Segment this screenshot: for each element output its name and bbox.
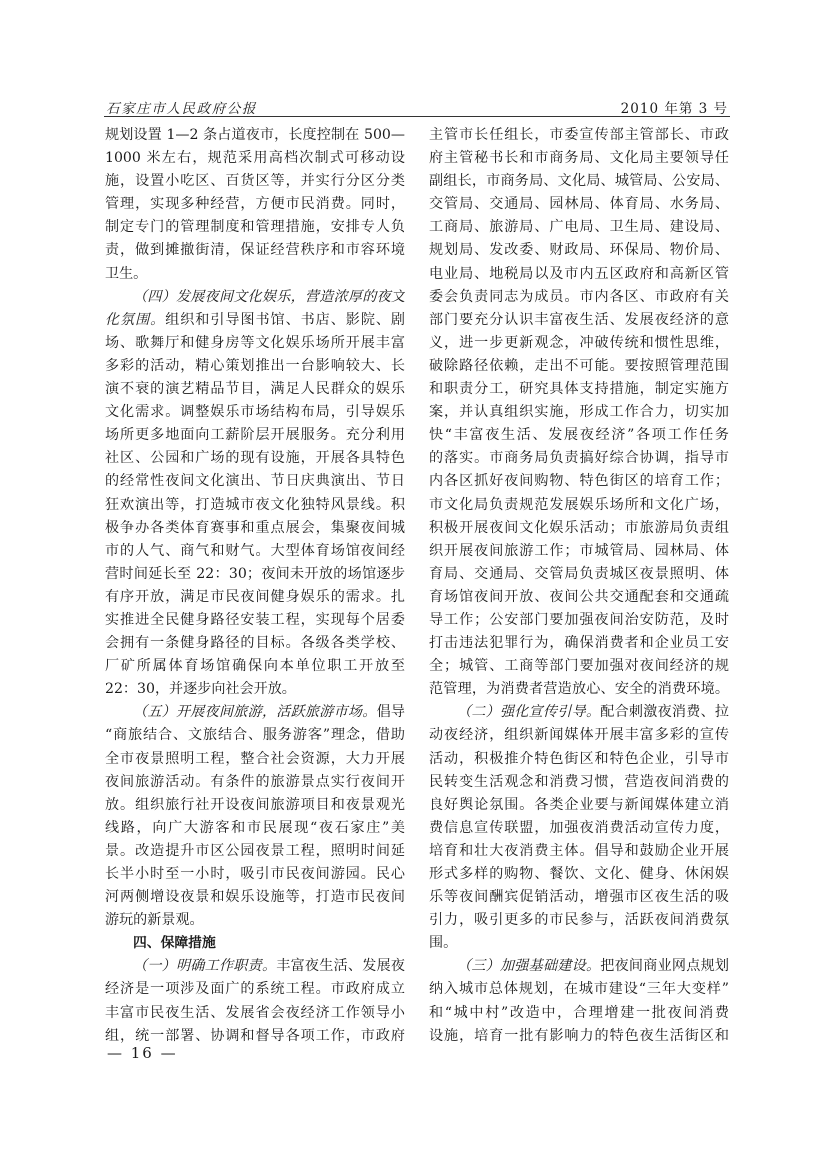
text-line (105, 401, 405, 424)
line-text: 主管市长任组长，市委宣传部主管部长、市政 (429, 127, 729, 143)
text-line (429, 263, 729, 286)
line-text: 有序开放，满足市民夜间健身娱乐的需求。扎 (105, 588, 405, 605)
line-text: 导工作；公安部门要加强夜间治安防范，及时 (429, 611, 729, 628)
text-line (105, 863, 405, 886)
line-text: 的落实。市商务局负责搞好综合协调，指导市 (429, 450, 729, 467)
line-text: 丰富夜生活、发展夜 (276, 958, 405, 975)
text-line (429, 817, 729, 840)
line-text: 委会负责同志为成员。市内各区、市政府有关 (429, 288, 729, 305)
line-text: “商旅结合、文旅结合、服务游客”理念，借助 (105, 727, 405, 744)
line-text: 积极开展夜间文化娱乐活动；市旅游局负责组 (429, 519, 729, 536)
subsection-title: （二）强化宣传引导。 (457, 704, 601, 721)
line-text: 线路，向广大游客和市民展现“夜石家庄”美 (105, 819, 405, 836)
running-header (104, 95, 730, 115)
text-line (105, 216, 405, 239)
text-line (429, 701, 729, 724)
text-line (105, 748, 405, 771)
text-line (429, 586, 729, 609)
text-line (429, 540, 729, 563)
line-text: 引力，吸引更多的市民参与，活跃夜间消费氛 (429, 912, 729, 929)
line-text: 的经常性夜间文化演出、节日庆典演出、节日 (105, 473, 405, 490)
line-text: 狂欢演出等，打造城市夜文化独特风景线。积 (105, 496, 405, 513)
line-text: 育局、交通局、交管局负责城区夜景照明、体 (429, 565, 729, 582)
line-text: 施，设置小吃区、百货区等，并实行分区分类 (105, 173, 405, 190)
text-line (105, 286, 405, 309)
text-line (105, 355, 405, 378)
line-text: 和“城中村”改造中，合理增建一批夜间消费 (429, 1004, 729, 1021)
line-text: 费信息宣传联盟，加强夜消费活动宣传力度， (429, 819, 729, 836)
text-line (105, 886, 405, 909)
line-text: 破除路径依赖，走出不可能。要按照管理范围 (429, 357, 729, 374)
publication-title: 石家庄市人民政府公报 (106, 101, 257, 117)
line-text: 组织和引导图书馆、书店、影院、剧 (165, 311, 405, 328)
text-line (429, 771, 729, 794)
line-text: 实推进全民健身路径安装工程，实现每个居委 (105, 611, 405, 628)
text-line (429, 886, 729, 909)
text-line (105, 447, 405, 470)
text-line (429, 494, 729, 517)
text-line (429, 355, 729, 378)
line-text: 市的人气、商气和财气。大型体育场馆夜间经 (105, 542, 405, 559)
text-line (429, 424, 729, 447)
line-text: 丰富市民夜生活、发展省会夜经济工作领导小 (105, 1004, 405, 1021)
line-text: 配合刺激夜消费、拉 (600, 704, 729, 721)
text-line (429, 909, 729, 932)
text-line (429, 932, 729, 955)
text-line (105, 655, 405, 678)
line-text: 交管局、交通局、园林局、体育局、水务局、 (429, 196, 729, 213)
text-line (429, 147, 729, 170)
text-line (105, 263, 405, 286)
line-text: 多彩的活动，精心策划推出一台影响较大、长 (105, 357, 405, 374)
text-line (429, 401, 729, 424)
page-number: — 16 — (107, 1044, 178, 1062)
line-text: 活动，积极推介特色街区和特色企业，引导市 (429, 750, 729, 767)
line-text: 把夜间商业网点规划 (600, 958, 729, 975)
line-text: 场、歌舞厅和健身房等文化娱乐场所开展丰富 (105, 334, 405, 351)
text-line (429, 863, 729, 886)
line-text: 打击违法犯罪行为，确保消费者和企业员工安 (429, 635, 729, 652)
text-line (429, 309, 729, 332)
text-line (105, 586, 405, 609)
line-text: 乐等夜间酬宾促销活动，增强市区夜生活的吸 (429, 889, 729, 906)
line-text: 倡导 (376, 704, 405, 721)
subsection-title: 化氛围。 (105, 311, 166, 328)
line-text: 1000 米左右，规范采用高档次制式可移动设 (105, 150, 405, 167)
line-text: 演不衰的演艺精品节目，满足人民群众的娱乐 (105, 381, 405, 398)
line-text: 培育和壮大夜消费主体。倡导和鼓励企业开展 (429, 842, 729, 859)
text-line (105, 955, 405, 978)
text-line (429, 517, 729, 540)
line-text: 制定专门的管理制度和管理措施，安排专人负 (105, 219, 405, 236)
text-line (105, 147, 405, 170)
text-line (105, 817, 405, 840)
text-line (429, 1002, 729, 1025)
text-line (105, 909, 405, 932)
text-line (429, 955, 729, 978)
text-line (429, 678, 729, 701)
line-text: 全；城管、工商等部门要加强对夜间经济的规 (429, 658, 729, 675)
line-text: 长半小时至一小时，吸引市民夜间游园。民心 (105, 866, 405, 882)
text-line (105, 239, 405, 262)
line-text: 景。改造提升市区公园夜景工程，照明时间延 (105, 842, 405, 859)
text-line (429, 332, 729, 355)
text-line (105, 701, 405, 724)
text-line (105, 470, 405, 493)
line-text: 极争办各类体育赛事和重点展会，集聚夜间城 (105, 519, 405, 536)
text-line (429, 470, 729, 493)
line-text: 卫生。 (105, 265, 148, 282)
line-text: 组，统一部署、协调和督导各项工作，市政府 (105, 1027, 405, 1044)
text-line (105, 309, 405, 332)
line-text: 育场馆夜间开放、夜间公共交通配套和交通疏 (429, 588, 729, 605)
line-text: 电业局、地税局以及市内五区政府和高新区管 (429, 265, 729, 282)
text-line (429, 563, 729, 586)
text-line (429, 748, 729, 771)
line-text: 场所更多地面向工薪阶层开展服务。充分利用 (105, 427, 405, 444)
line-text: 经济是一项涉及面广的系统工程。市政府成立 (105, 981, 405, 998)
text-line (429, 239, 729, 262)
line-text: 厂矿所属体育场馆确保向本单位职工开放至 (105, 658, 405, 675)
left-column (105, 124, 405, 1048)
line-text: 责，做到摊撤街清，保证经营秩序和市容环境 (105, 242, 405, 259)
subsection-title: （一）明确工作职责。 (133, 958, 277, 975)
line-text: 动夜经济，组织新闻媒体开展丰富多彩的宣传 (429, 727, 729, 744)
line-text: 市文化局负责规范发展娱乐场所和文化广场， (429, 496, 729, 513)
line-text: 工商局、旅游局、广电局、卫生局、建设局、 (429, 219, 729, 236)
text-line (429, 978, 729, 1001)
text-line (105, 840, 405, 863)
text-line (105, 563, 405, 586)
text-line (105, 1002, 405, 1025)
subsection-title: （四）发展夜间文化娱乐，营造浓厚的夜文 (133, 288, 405, 305)
line-text: 游玩的新景观。 (105, 912, 204, 929)
line-text: 营时间延长至 22：30；夜间未开放的场馆逐步 (105, 565, 405, 582)
line-text: 围。 (429, 935, 458, 952)
subsection-title: （五）开展夜间旅游，活跃旅游市场。 (133, 704, 377, 721)
text-line (429, 724, 729, 747)
line-text: 设施，培育一批有影响力的特色夜生活街区和 (429, 1027, 729, 1044)
line-text: 放。组织旅行社开设夜间旅游项目和夜景观光 (105, 796, 405, 813)
line-text: 全市夜景照明工程，整合社会资源，大力开展 (105, 750, 405, 767)
line-text: 文化需求。调整娱乐市场结构布局，引导娱乐 (105, 404, 405, 421)
text-line (105, 678, 405, 701)
line-text: 良好舆论氛围。各类企业要与新闻媒体建立消 (429, 796, 729, 813)
line-text: 织开展夜间旅游工作；市城管局、园林局、体 (429, 542, 729, 559)
text-line (429, 378, 729, 401)
line-text: 河两侧增设夜景和娱乐设施等，打造市民夜间 (105, 889, 405, 906)
text-line (105, 609, 405, 632)
text-line (429, 286, 729, 309)
line-text: 规划局、发改委、财政局、环保局、物价局、 (429, 242, 729, 259)
line-text: 夜间旅游活动。有条件的旅游景点实行夜间开 (105, 773, 405, 790)
right-column (429, 124, 729, 1048)
text-line (429, 216, 729, 239)
text-line (429, 632, 729, 655)
line-text: 府主管秘书长和市商务局、文化局主要领导任 (429, 150, 729, 167)
text-line (429, 447, 729, 470)
text-line (105, 332, 405, 355)
subsection-title: （三）加强基础建设。 (457, 958, 601, 975)
text-line (105, 124, 405, 147)
text-line (105, 632, 405, 655)
line-text: 案，并认真组织实施，形成工作合力，切实加 (429, 404, 729, 421)
text-line (105, 724, 405, 747)
text-line (105, 494, 405, 517)
text-line (105, 978, 405, 1001)
text-line (429, 655, 729, 678)
text-line (429, 193, 729, 216)
text-line (105, 794, 405, 817)
line-text: 范管理，为消费者营造放心、安全的消费环境。 (429, 681, 729, 698)
line-text: 社区、公园和广场的现有设施，开展各具特色 (105, 450, 405, 467)
header-rule (104, 116, 730, 117)
line-text: 和职责分工，研究具体支持措施，制定实施方 (429, 381, 729, 398)
text-line (105, 771, 405, 794)
text-line (429, 794, 729, 817)
text-line (429, 124, 729, 147)
line-text: 民转变生活观念和消费习惯，营造夜间消费的 (429, 773, 729, 790)
text-line (429, 840, 729, 863)
line-text: 部门要充分认识丰富夜生活、发展夜经济的意 (429, 311, 729, 328)
line-text: 管理，实现多种经营，方便市民消费。同时， (105, 196, 405, 213)
text-line (105, 193, 405, 216)
text-line (429, 170, 729, 193)
line-text: 内各区抓好夜间购物、特色街区的培育工作； (429, 473, 729, 490)
text-line (105, 424, 405, 447)
text-line (429, 609, 729, 632)
text-line (105, 170, 405, 193)
line-text: 快“丰富夜生活、发展夜经济”各项工作任务 (429, 427, 729, 444)
line-text: 义，进一步更新观念，冲破传统和惯性思维， (429, 334, 729, 351)
line-text: 纳入城市总体规划，在城市建设“三年大变样” (429, 981, 729, 998)
text-line (429, 1025, 729, 1048)
line-text: 规划设置 1—2 条占道夜市，长度控制在 500— (105, 127, 405, 143)
issue-number: 2010 年第 3 号 (620, 101, 728, 117)
text-line (105, 517, 405, 540)
section-heading: 四、保障措施 (133, 935, 216, 952)
line-text: 22：30，并逐步向社会开放。 (105, 681, 296, 698)
line-text: 会拥有一条健身路径的目标。各级各类学校、 (105, 635, 405, 652)
text-line (105, 540, 405, 563)
text-line (105, 378, 405, 401)
line-text: 副组长，市商务局、文化局、城管局、公安局、 (429, 173, 729, 190)
line-text: 形式多样的购物、餐饮、文化、健身、休闲娱 (429, 866, 729, 882)
